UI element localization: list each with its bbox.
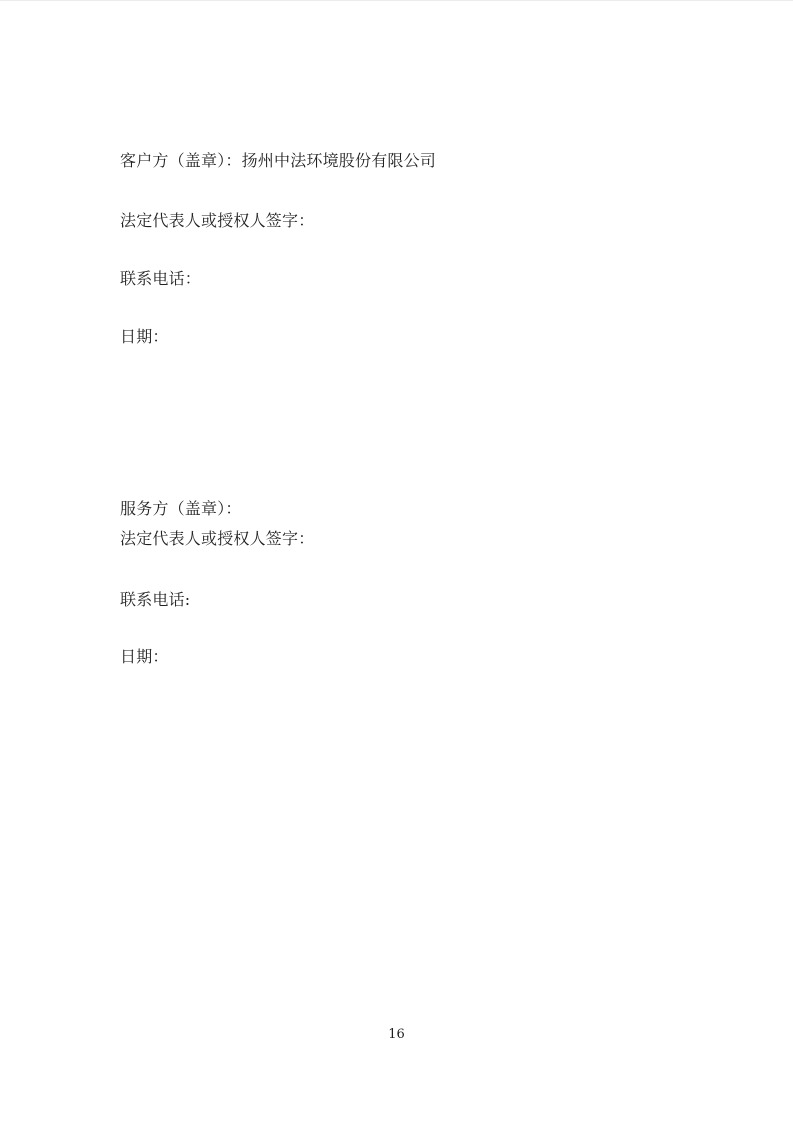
customer-signatory-line: 法定代表人或授权人签字： (120, 211, 315, 230)
service-phone-line: 联系电话: (120, 590, 191, 609)
service-date-line: 日期： (120, 647, 169, 666)
page-number: 16 (388, 1027, 405, 1042)
customer-phone-line: 联系电话： (120, 269, 202, 288)
service-stamp-line: 服务方（盖章）： (120, 499, 242, 518)
customer-stamp-line: 客户方（盖章）：扬州中法环境股份有限公司 (120, 151, 437, 170)
service-signatory-line: 法定代表人或授权人签字： (120, 529, 315, 548)
page-footer (0, 1023, 793, 1043)
customer-date-line: 日期： (120, 327, 169, 346)
